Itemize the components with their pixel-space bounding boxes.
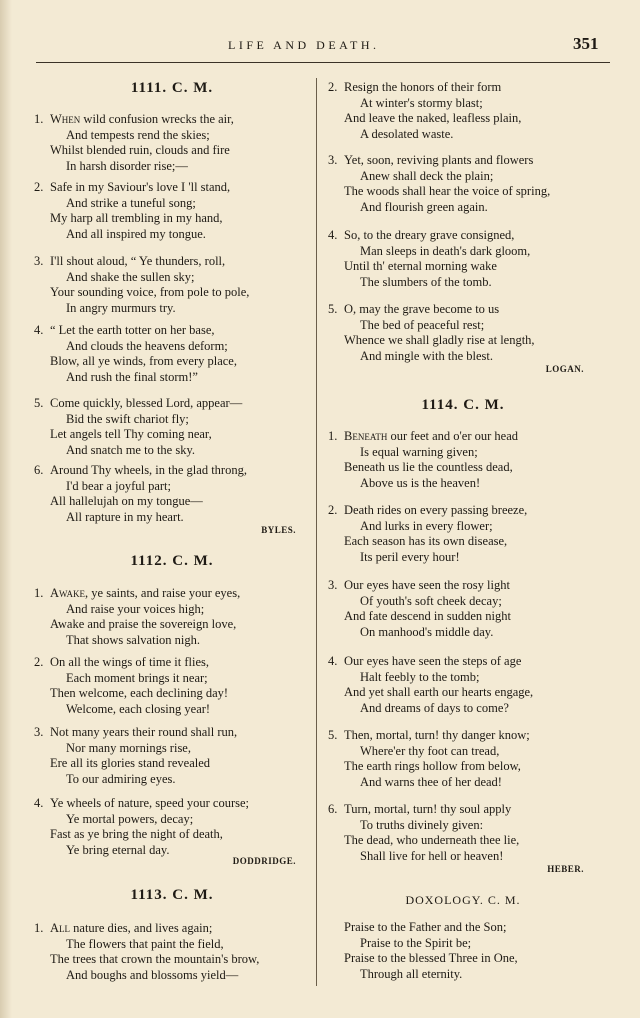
stanza: 3. Not many years their round shall run, Nor many mornings rise, Ere all its glories stand revealed To our admiring eyes. [34,725,238,786]
stanza: 4. Our eyes have seen the steps of age Halt feebly to the tomb; And yet shall earth our hearts engage, And dreams of days to come? [328,654,534,715]
hymn-title-1113: 1113. C. M. [130,887,214,903]
stanza: 2. On all the wings of time it flies, Each moment brings it near; Then welcome, each declining day! Welcome, each closing year! [34,655,229,716]
hymn-author: LOGAN. [545,364,584,374]
hymn-title-1114: 1114. C. M. [421,397,505,413]
hymn-author: HEBER. [547,864,584,874]
stanza: 1. Awake, ye saints, and raise your eyes, And raise your voices high; Awake and praise the sovereign love, That shows salvation nigh. [34,586,241,647]
stanza: 4. Ye wheels of nature, speed your course; Ye mortal powers, decay; Fast as ye bring the night of death, Ye bring eternal day. [34,796,250,857]
stanza: 1. All nature dies, and lives again; The flowers that paint the field, The trees that crown the mountain's brow, And boughs and blossoms yield— [34,921,260,982]
stanza: 1. When wild confusion wrecks the air, And tempests rend the skies; Whilst blended ruin, clouds and fire In harsh disorder rise;— [34,112,234,173]
stanza: 1. Beneath our feet and o'er our head Is equal warning given; Beneath us lie the countless dead, Above us is the heaven! [328,429,519,490]
stanza: 2. Resign the honors of their form At winter's stormy blast; And leave the naked, leafless plain, A desolated waste. [328,80,522,141]
page-header [0,30,640,60]
stanza: 5. O, may the grave become to us The bed of peaceful rest; Whence we shall gladly rise at length, And mingle with the blest. [328,302,535,363]
stanza: 3. Our eyes have seen the rosy light Of youth's soft cheek decay; And fate descend in sudden night On manhood's middle day. [328,578,511,639]
stanza: 6. Turn, mortal, turn! thy soul apply To truths divinely given: The dead, who underneath thee lie, Shall live for hell or heaven! [328,802,520,863]
hymn-title-1112: 1112. C. M. [130,553,214,569]
stanza: 5. Come quickly, blessed Lord, appear— Bid the swift chariot fly; Let angels tell Thy coming near, And snatch me to the sky. [34,396,243,457]
column-divider [316,78,317,986]
header-rule [36,62,610,63]
stanza: 5. Then, mortal, turn! thy danger know; Where'er thy foot can tread, The earth rings hollow from below, And warns thee of her dead! [328,728,530,789]
running-title: LIFE AND DEATH. [228,38,380,52]
stanza: 2. Death rides on every passing breeze, And lurks in every flower; Each season has its own disease, Its peril every hour! [328,503,528,564]
page-edge-shadow [0,0,12,1018]
stanza: 3. I'll shout aloud, “ Ye thunders, roll, And shake the sullen sky; Your sounding voice, from pole to pole, In angry murmurs try. [34,254,250,315]
hymn-author: DODDRIDGE. [232,856,296,866]
doxology-title: DOXOLOGY. C. M. [405,893,521,907]
stanza: 6. Around Thy wheels, in the glad throng, I'd bear a joyful part; All hallelujah on my tongue— All rapture in my heart. [34,463,247,524]
hymn-title-1111: 1111. C. M. [130,80,214,96]
page-number: 351 [573,34,599,53]
stanza: 3. Yet, soon, reviving plants and flowers Anew shall deck the plain; The woods shall hear the voice of spring, And flourish green again. [328,153,551,214]
stanza: 4. So, to the dreary grave consigned, Man sleeps in death's dark gloom, Until th' eternal morning wake The slumbers of the tomb. [328,228,531,289]
doxology-stanza: Praise to the Father and the Son; Praise to the Spirit be; Praise to the blessed Three in One, Through all eternity. [344,920,518,981]
stanza: 2. Safe in my Saviour's love I 'll stand, And strike a tuneful song; My harp all trembling in my hand, And all inspired my tongue. [34,180,231,241]
stanza: 4. “ Let the earth totter on her base, And clouds the heavens deform; Blow, all ye winds, from every place, And rush the final storm!” [34,323,237,384]
hymn-author: BYLES. [261,525,296,535]
